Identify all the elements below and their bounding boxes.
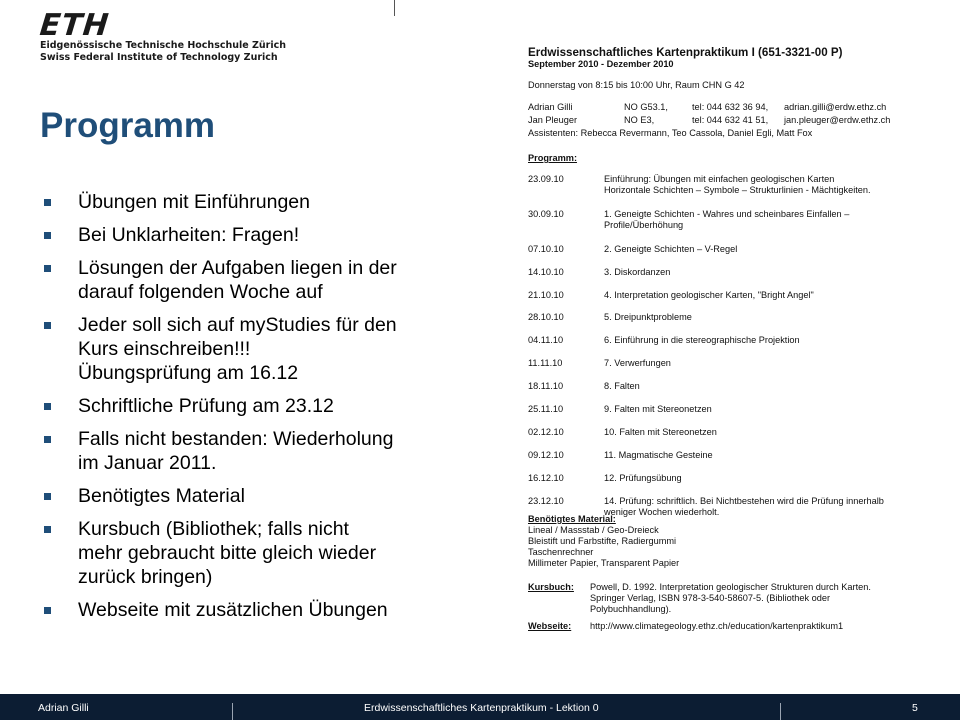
- course-book-label: Kursbuch:: [528, 582, 574, 592]
- footer-divider: [780, 703, 781, 720]
- bullet-text: Schriftliche Prüfung am 23.12: [78, 395, 334, 417]
- bullet-list: [40, 190, 480, 631]
- course-book-text: Powell, D. 1992. Interpretation geologischer Strukturen durch Karten. Springer Verlag, ISBN 978-3-540-58607-5. (Bibliothek oder Polybuchhandlung).: [590, 582, 871, 614]
- bullet-square-icon: [44, 436, 51, 443]
- program-topic: 5. Dreipunktprobleme: [604, 312, 692, 322]
- bullet-text: Lösungen der Aufgaben liegen in der darauf folgenden Woche auf: [78, 257, 397, 303]
- bullet-square-icon: [44, 493, 51, 500]
- eth-logo: [38, 8, 286, 64]
- program-heading: Programm:: [528, 153, 578, 163]
- program-topic: 12. Prüfungsübung: [604, 473, 682, 483]
- program-date: 21.10.10: [528, 290, 564, 300]
- staff-tel: tel: 044 632 36 94,: [692, 102, 769, 112]
- staff-name: Jan Pleuger: [528, 115, 578, 125]
- bullet-text: Benötigtes Material: [78, 485, 245, 507]
- footer-divider: [232, 703, 233, 720]
- material-list: Lineal / Massstab / Geo-Dreieck Bleistift und Farbstifte, Radiergummi Taschenrechner Millimeter Papier, Transparent Papier: [528, 525, 680, 568]
- program-date: 25.11.10: [528, 404, 564, 414]
- program-date: 04.11.10: [528, 335, 564, 345]
- bullet-text: Kursbuch (Bibliothek; falls nicht mehr gebraucht bitte gleich wieder zurück bringen): [78, 518, 377, 588]
- institution-name-en: Swiss Federal Institute of Technology Zurich: [40, 52, 278, 63]
- bullet-item: [40, 517, 480, 589]
- program-topic: 4. Interpretation geologischer Karten, "Bright Angel": [604, 290, 814, 300]
- eth-logo-mark: ETH: [38, 8, 111, 43]
- document-schedule: Donnerstag von 8:15 bis 10:00 Uhr, Raum CHN G 42: [528, 80, 745, 90]
- bullet-item: [40, 394, 480, 418]
- program-date: 14.10.10: [528, 267, 564, 277]
- program-date: 09.12.10: [528, 450, 564, 460]
- bullet-square-icon: [44, 232, 51, 239]
- staff-tel: tel: 044 632 41 51,: [692, 115, 769, 125]
- bullet-item: [40, 190, 480, 214]
- bullet-square-icon: [44, 526, 51, 533]
- bullet-square-icon: [44, 607, 51, 614]
- program-topic: 10. Falten mit Stereonetzen: [604, 427, 717, 437]
- staff-name: Adrian Gilli: [528, 102, 573, 112]
- staff-room: NO E3,: [624, 115, 655, 125]
- material-heading: Benötigtes Material:: [528, 514, 616, 524]
- program-date: 02.12.10: [528, 427, 564, 437]
- staff-email: jan.pleuger@erdw.ethz.ch: [784, 115, 891, 125]
- bullet-square-icon: [44, 265, 51, 272]
- bullet-item: [40, 313, 480, 385]
- bullet-text: Übungen mit Einführungen: [78, 191, 310, 213]
- bullet-square-icon: [44, 403, 51, 410]
- bullet-item: [40, 598, 480, 622]
- program-date: 18.11.10: [528, 381, 564, 391]
- course-document: [512, 40, 912, 648]
- staff-email: adrian.gilli@erdw.ethz.ch: [784, 102, 887, 112]
- program-topic: 11. Magmatische Gesteine: [604, 450, 713, 460]
- slide-title: Programm: [40, 106, 216, 145]
- document-title: Erdwissenschaftliches Kartenpraktikum I (651-3321-00 P): [528, 46, 843, 59]
- program-topic: 14. Prüfung: schriftlich. Bei Nichtbestehen wird die Prüfung innerhalb weniger Wochen wiederholt.: [604, 496, 884, 517]
- program-date: 07.10.10: [528, 244, 564, 254]
- bullet-item: [40, 223, 480, 247]
- program-topic: 2. Geneigte Schichten – V-Regel: [604, 244, 738, 254]
- bullet-item: [40, 256, 480, 304]
- website-url: http://www.climategeology.ethz.ch/education/kartenpraktikum1: [590, 621, 844, 631]
- program-date: 23.09.10: [528, 174, 564, 184]
- footer-page-number: 5: [912, 702, 918, 714]
- website-label: Webseite:: [528, 621, 572, 631]
- footer-bar: [0, 694, 960, 720]
- institution-name-de: Eidgenössische Technische Hochschule Zürich: [40, 40, 286, 51]
- document-date-range: September 2010 - Dezember 2010: [528, 59, 674, 69]
- program-topic: 7. Verwerfungen: [604, 358, 671, 368]
- footer-course-title: Erdwissenschaftliches Kartenpraktikum - Lektion 0: [364, 702, 599, 714]
- program-topic: 6. Einführung in die stereographische Projektion: [604, 335, 800, 345]
- program-date: 11.11.10: [528, 358, 563, 368]
- footer-author: Adrian Gilli: [38, 702, 89, 714]
- program-date: 28.10.10: [528, 312, 564, 322]
- top-divider: [394, 0, 395, 16]
- program-date: 30.09.10: [528, 209, 564, 219]
- program-topic: 3. Diskordanzen: [604, 267, 671, 277]
- program-topic: Einführung: Übungen mit einfachen geologischen Karten Horizontale Schichten – Symbole – Strukturlinien - Mächtigkeiten.: [604, 174, 871, 195]
- bullet-item: [40, 484, 480, 508]
- bullet-text: Bei Unklarheiten: Fragen!: [78, 224, 300, 246]
- assistants: Assistenten: Rebecca Revermann, Teo Cassola, Daniel Egli, Matt Fox: [528, 128, 813, 138]
- bullet-text: Webseite mit zusätzlichen Übungen: [78, 599, 388, 621]
- bullet-text: Falls nicht bestanden: Wiederholung im Januar 2011.: [78, 428, 394, 474]
- bullet-square-icon: [44, 322, 51, 329]
- program-topic: 8. Falten: [604, 381, 640, 391]
- bullet-text: Jeder soll sich auf myStudies für den Kurs einschreiben!!! Übungsprüfung am 16.12: [78, 314, 397, 384]
- program-date: 23.12.10: [528, 496, 564, 506]
- program-date: 16.12.10: [528, 473, 564, 483]
- bullet-item: [40, 427, 480, 475]
- bullet-square-icon: [44, 199, 51, 206]
- staff-room: NO G53.1,: [624, 102, 668, 112]
- program-topic: 9. Falten mit Stereonetzen: [604, 404, 712, 414]
- program-topic: 1. Geneigte Schichten - Wahres und scheinbares Einfallen – Profile/Überhöhung: [604, 209, 850, 230]
